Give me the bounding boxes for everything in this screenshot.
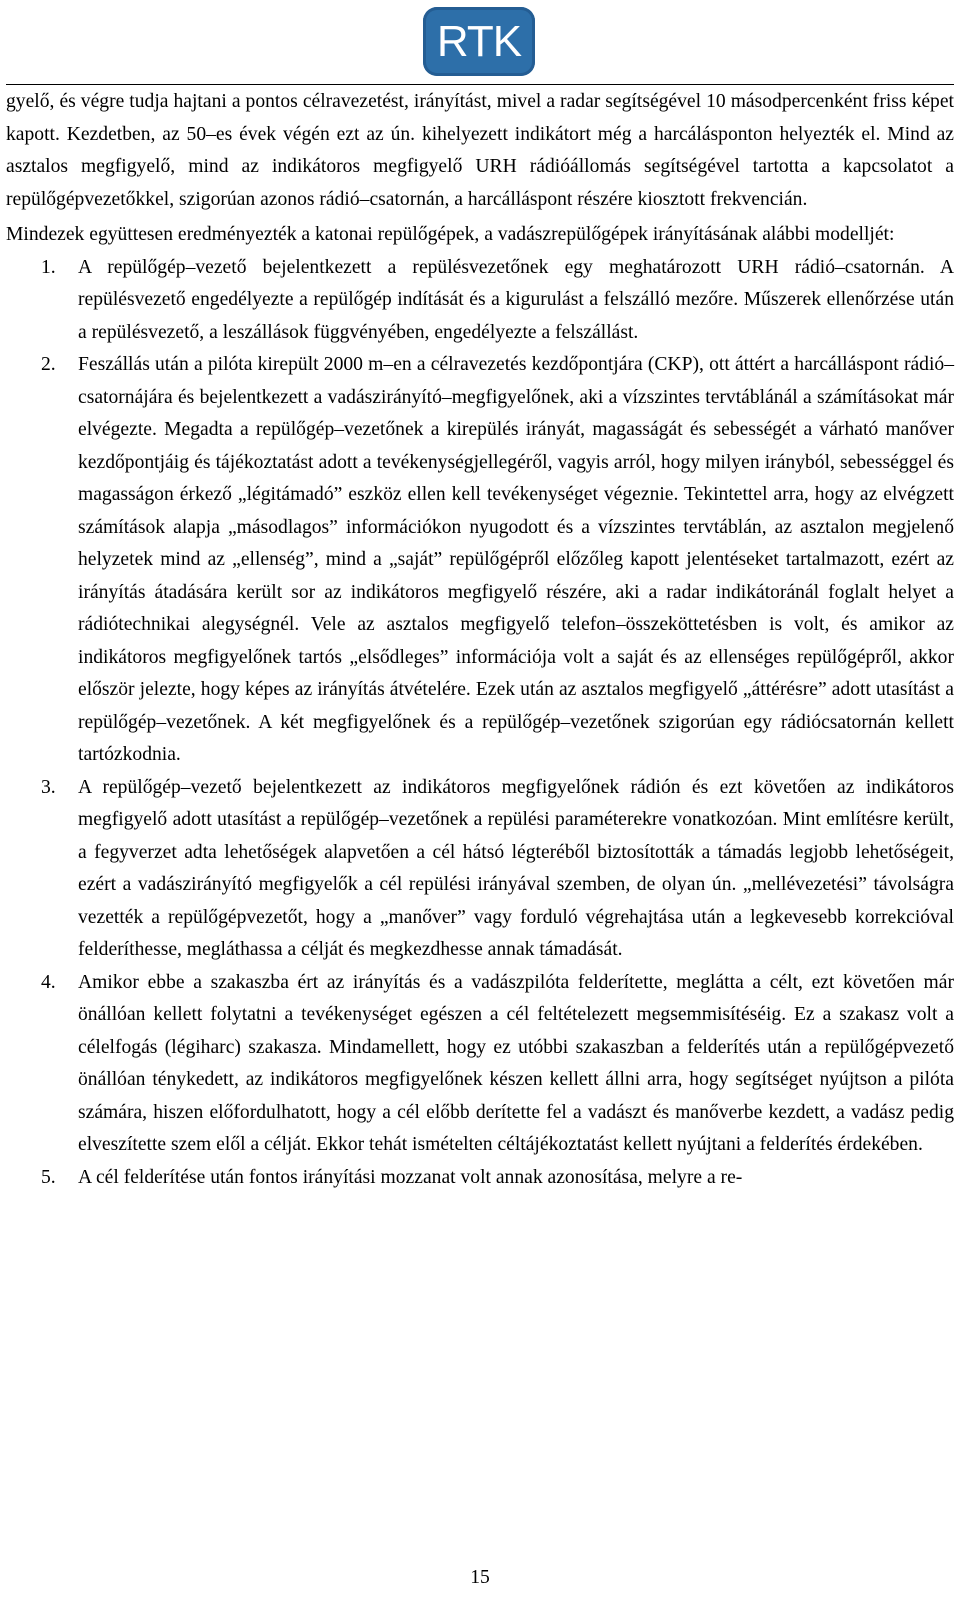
numbered-list <box>6 252 954 1195</box>
list-text: A repülőgép–vezető bejelentkezett az indikátoros megfigyelőnek rádión és ezt követően az indikátoros megfigyelő adott utasítást a repülőgép–vezetőnek a repülési paraméterekre vonatkozóan. Mint említésre került, a fegyverzet adta lehetőségek alapvetően a cél hátsó légteréből biztosították a támadás legjobb lehetőségeit, ezért a vadászirányító megfigyelők a cél repülési irányával szemben, de olyan ún. „mellévezetési” távolságra vezették a repülőgépvezetőt, hogy a „manőver” vagy forduló végrehajtása után a legkevesebb korrekcióval felderíthesse, megláthassa a célját és megkezdhesse annak támadását. <box>78 776 954 960</box>
list-item <box>6 967 954 1162</box>
list-number: 5. <box>41 1166 56 1188</box>
paragraph-model: Mindezek együttesen eredményezték a katonai repülőgépek, a vadászrepülőgépek irányításának alábbi modelljét: <box>6 224 895 245</box>
list-text: Feszállás után a pilóta kirepült 2000 m–en a célravezetés kezdőpontjára (CKP), ott áttért a harcálláspont rádió–csatornájára és bejelentkezett a vadászirányító–megfigyelőnek, aki a vízszintes tervtáblánál a számításokat már elvégezte. Megadta a repülőgép–vezetőnek a kirepülés irányát, magasságát és sebességét a várható manőver kezdőpontjáig és tájékoztatást adott a tevékenységjellegéről, vagyis arról, hogy milyen irányból, sebességgel és magasságon érkező „légitámadó” eszköz ellen kell tevékenységet végeznie. Tekintettel arra, hogy az elvégzett számítások alapja „másodlagos” információkon nyugodott és a vízszintes tervtáblán, az asztalon megjelenő helyzetek mind az „ellenség”, mind a „saját” repülőgépről előzőleg kapott jelentéseket tartalmazott, ezért az irányítás átadására került sor az indikátoros megfigyelő részére, aki a radar indikátoránál foglalt helyet a rádiótechnikai alegységnél. Vele az asztalos megfigyelő telefon–összeköttetésben is volt, és amikor az indikátoros megfigyelőnek tartós „elsődleges” információja volt a saját és az ellenséges repülőgépről, akkor először jelezte, hogy képes az irányítás átvételére. Ezek után az asztalos megfigyelő „áttérésre” adott utasítást a repülőgép–vezetőnek. A két megfigyelőnek és a repülőgép–vezetőnek szigorúan egy rádiócsatornán kellett tartózkodnia. <box>78 354 954 765</box>
list-text: A cél felderítése után fontos irányítási mozzanat volt annak azonosítása, melyre a re- <box>78 1166 743 1188</box>
logo-text: RTK <box>436 16 522 66</box>
rtk-logo <box>423 7 535 76</box>
list-number: 2. <box>41 354 56 375</box>
list-number: 1. <box>41 256 56 278</box>
page-number: 15 <box>470 1567 490 1588</box>
list-item <box>6 252 954 350</box>
list-text: Amikor ebbe a szakaszba ért az irányítás és a vadászpilóta felderítette, meglátta a célt, ezt követően már önállóan kellett folytatni a tevékenységet egészen a cél feltételezett megsemmisítéséig. Ez a szakasz volt a célelfogás (légiharc) szakasza. Mindamellett, hogy ez utóbbi szakaszban a felderítés után a repülőgépvezető önállóan ténykedett, az indikátoros megfigyelőnek készen kellett állni arra, hogy segítséget nyújtson a pilóta számára, hiszen előfordulhatott, hogy a cél előbb derítette fel a vadászt és manőverbe kezdett, a vadász pedig elveszítette szem elől a célját. Ekkor tehát ismételten céltájékoztatást kellett nyújtani a felderítés érdekében. <box>78 971 954 1155</box>
list-item <box>6 1162 954 1195</box>
list-text: A repülőgép–vezető bejelentkezett a repülésvezetőnek egy meghatározott URH rádió–csatornán. A repülésvezető engedélyezte a repülőgép indítását és a kigurulást a felszálló mezőre. Műszerek ellenőrzése után a repülésvezető, a leszállások függvényében, engedélyezte a felszállást. <box>78 256 954 343</box>
list-item <box>6 349 954 772</box>
header-divider <box>6 84 954 85</box>
list-item <box>6 772 954 967</box>
list-number: 3. <box>41 776 56 798</box>
paragraph-intro: gyelő, és végre tudja hajtani a pontos célravezetést, irányítást, mivel a radar segítségével 10 másodpercenként friss képet kapott. Kezdetben, az 50–es évek végén ezt az ún. kihelyezett indikátort még a harcálásponton helyezték el. Mind az asztalos megfigyelő, mind az indikátoros megfigyelő URH rádióállomás segítségével tartotta a kapcsolatot a repülőgépvezetőkkel, szigorúan azonos rádió–csatornán, a harcálláspont részére kiosztott frekvencián. <box>6 91 954 210</box>
document-body <box>6 86 954 1194</box>
list-number: 4. <box>41 971 56 993</box>
page-header <box>0 0 960 86</box>
